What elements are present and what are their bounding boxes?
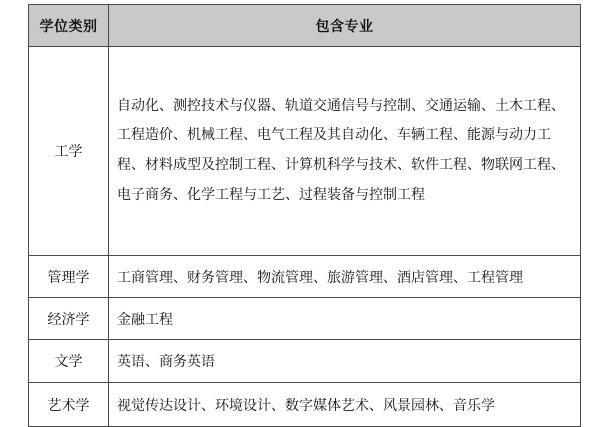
majors-cell: 视觉传达设计、环境设计、数字媒体艺术、风景园林、音乐学 [109, 383, 581, 427]
table-row [29, 256, 581, 298]
category-cell: 艺术学 [29, 383, 109, 427]
majors-cell: 工商管理、财务管理、物流管理、旅游管理、酒店管理、工程管理 [109, 256, 581, 298]
category-cell: 经济学 [29, 298, 109, 340]
majors-cell: 英语、商务英语 [109, 340, 581, 383]
table-row [29, 383, 581, 427]
header-category: 学位类别 [29, 5, 109, 47]
header-majors: 包含专业 [109, 5, 581, 47]
table-header-row [29, 5, 581, 47]
category-cell: 文学 [29, 340, 109, 383]
majors-cell: 金融工程 [109, 298, 581, 340]
table-row [29, 47, 581, 256]
majors-cell: 自动化、测控技术与仪器、轨道交通信号与控制、交通运输、土木工程、工程造价、机械工程、电气工程及其自动化、车辆工程、能源与动力工程、材料成型及控制工程、计算机科学与技术、软件工程、物联网工程、电子商务、化学工程与工艺、过程装备与控制工程 [109, 47, 581, 256]
degree-majors-table [28, 4, 581, 427]
table-row [29, 298, 581, 340]
category-cell: 管理学 [29, 256, 109, 298]
table-row [29, 340, 581, 383]
category-cell: 工学 [29, 47, 109, 256]
